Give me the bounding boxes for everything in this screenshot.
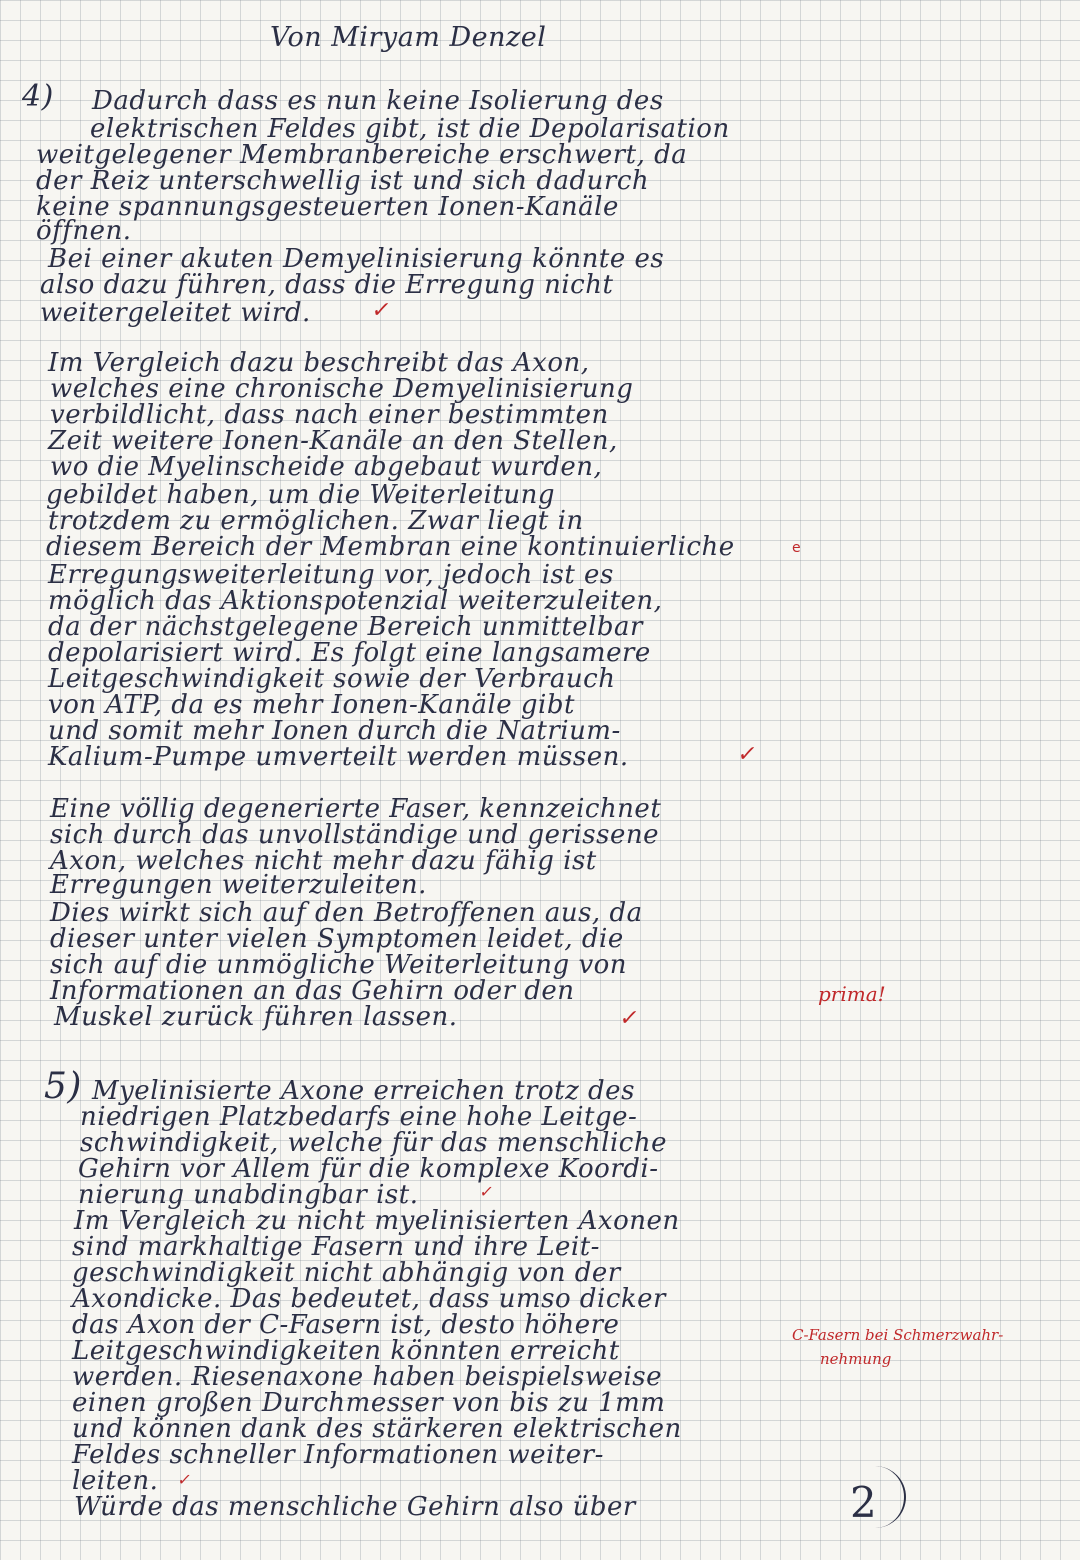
text-line: depolarisiert wird. Es folgt eine langsamere: [48, 638, 651, 668]
teacher-note-prima: prima!: [818, 982, 886, 1006]
check-mark-icon: ✓: [478, 1182, 496, 1201]
text-line: elektrischen Feldes gibt, ist die Depolarisation: [90, 114, 730, 144]
text-line: Kalium-Pumpe umverteilt werden müssen.: [48, 742, 629, 772]
text-line: verbildlicht, dass nach einer bestimmten: [50, 400, 609, 430]
text-line: Zeit weitere Ionen-Kanäle an den Stellen,: [48, 426, 618, 456]
text-line: Erregungen weiterzuleiten.: [50, 870, 427, 900]
text-line: einen großen Durchmesser von bis zu 1mm: [72, 1388, 666, 1418]
text-line: weitgelegener Membranbereiche erschwert, da: [36, 140, 688, 170]
text-line: sind markhaltige Fasern und ihre Leit-: [72, 1232, 600, 1262]
text-line: weitergeleitet wird.: [40, 298, 311, 328]
text-line: niedrigen Platzbedarfs eine hohe Leitge-: [80, 1102, 638, 1132]
check-mark-icon: ✓: [369, 298, 393, 323]
text-line: sich auf die unmögliche Weiterleitung von: [50, 950, 628, 980]
text-line: Eine völlig degenerierte Faser, kennzeichnet: [50, 794, 662, 824]
text-line: geschwindigkeit nicht abhängig von der: [72, 1258, 621, 1288]
text-line: wo die Myelinscheide abgebaut wurden,: [50, 452, 603, 482]
text-line: Dies wirkt sich auf den Betroffenen aus, da: [50, 898, 643, 928]
text-line: Myelinisierte Axone erreichen trotz des: [92, 1076, 635, 1106]
text-line: von ATP, da es mehr Ionen-Kanäle gibt: [48, 690, 575, 720]
question-4-number: 4): [22, 79, 54, 114]
text-line: gebildet haben, um die Weiterleitung: [46, 480, 556, 510]
teacher-note-c-fasern-line-2: nehmung: [820, 1350, 892, 1368]
text-line: und können dank des stärkeren elektrischen: [72, 1414, 682, 1444]
text-line: Leitgeschwindigkeit sowie der Verbrauch: [48, 664, 616, 694]
page-number-bracket: [874, 1466, 906, 1528]
text-line: werden. Riesenaxone haben beispielsweise: [72, 1362, 663, 1392]
author-line: Von Miryam Denzel: [270, 22, 547, 53]
text-line: da der nächstgelegene Bereich unmittelbar: [48, 612, 643, 642]
text-line: Informationen an das Gehirn oder den: [50, 976, 575, 1006]
correction-mark: e: [792, 540, 801, 556]
text-line: leiten.: [72, 1466, 159, 1496]
text-line: keine spannungsgesteuerten Ionen-Kanäle: [36, 192, 619, 222]
check-mark-icon: ✓: [176, 1470, 194, 1489]
text-line: Axondicke. Das bedeutet, dass umso dicker: [72, 1284, 666, 1314]
text-line: der Reiz unterschwellig ist und sich dadurch: [36, 166, 650, 196]
text-line: öffnen.: [36, 216, 132, 246]
page-number: 2: [850, 1478, 877, 1527]
text-line: Gehirn vor Allem für die komplexe Koordi-: [78, 1154, 659, 1184]
text-line: trotzdem zu ermöglichen. Zwar liegt in: [48, 506, 584, 536]
text-line: Im Vergleich dazu beschreibt das Axon,: [48, 348, 590, 378]
text-line: Würde das menschliche Gehirn also über: [74, 1492, 636, 1522]
text-line: also dazu führen, dass die Erregung nicht: [40, 270, 614, 300]
text-line: dieser unter vielen Symptomen leidet, die: [50, 924, 624, 954]
text-line: Leitgeschwindigkeiten könnten erreicht: [72, 1336, 620, 1366]
check-mark-icon: ✓: [617, 1006, 641, 1031]
text-line: welches eine chronische Demyelinisierung: [50, 374, 634, 404]
text-line: Erregungsweiterleitung vor, jedoch ist es: [48, 560, 614, 590]
text-line: diesem Bereich der Membran eine kontinuierliche: [46, 532, 735, 562]
text-line: das Axon der C-Fasern ist, desto höhere: [72, 1310, 620, 1340]
text-line: schwindigkeit, welche für das menschliche: [80, 1128, 667, 1158]
text-line: Bei einer akuten Demyelinisierung könnte es: [48, 244, 665, 274]
teacher-note-c-fasern-line-1: C-Fasern bei Schmerzwahr-: [792, 1326, 1004, 1344]
text-line: und somit mehr Ionen durch die Natrium-: [48, 716, 621, 746]
text-line: sich durch das unvollständige und gerissene: [50, 820, 660, 850]
question-5-number: 5): [44, 1066, 82, 1107]
text-line: nierung unabdingbar ist.: [78, 1180, 419, 1210]
text-line: möglich das Aktionspotenzial weiterzuleiten,: [48, 586, 663, 616]
text-line: Dadurch dass es nun keine Isolierung des: [92, 86, 664, 116]
text-line: Feldes schneller Informationen weiter-: [72, 1440, 604, 1470]
text-line: Axon, welches nicht mehr dazu fähig ist: [50, 846, 597, 876]
text-line: Muskel zurück führen lassen.: [54, 1002, 458, 1032]
check-mark-icon: ✓: [735, 742, 759, 767]
text-line: Im Vergleich zu nicht myelinisierten Axonen: [74, 1206, 680, 1236]
